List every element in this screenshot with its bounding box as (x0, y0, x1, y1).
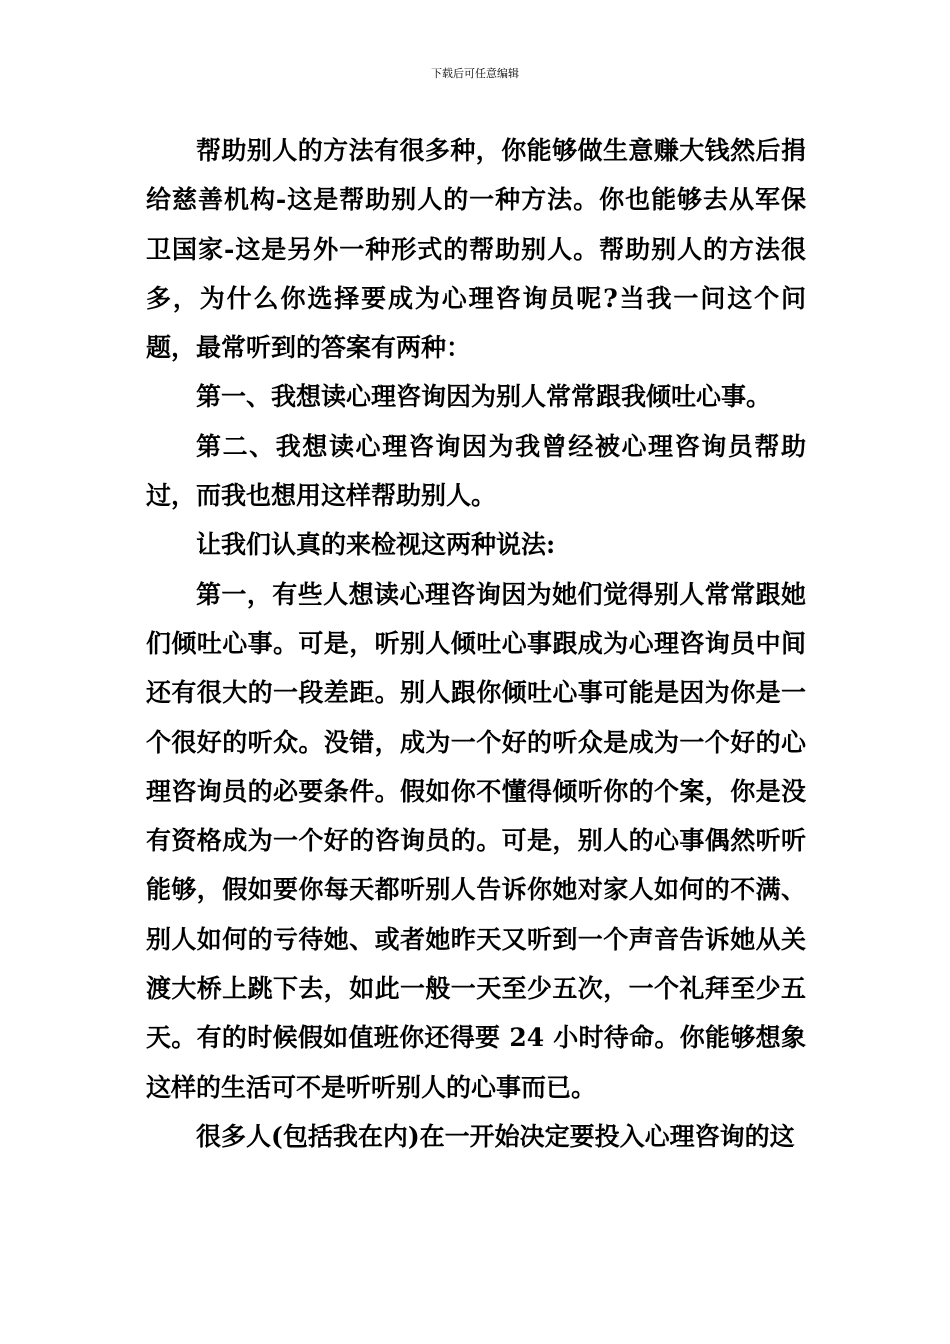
paragraph: 第一、我想读心理咨询因为别人常常跟我倾吐心事。 (196, 382, 772, 412)
paragraph: 第一，有些人想读心理咨询因为她们觉得别人常常跟她们倾吐心事。可是，听别人倾吐心事跟成为心理咨询员中间还有很大的一段差距。别人跟你倾吐心事可能是因为你是一个很好的听众。没错，成为一个好的听众是成为一个好的心理咨询员的必要条件。假如你不懂得倾听你的个案，你是没有资格成为一个好的咨询员的。可是，别人的心事偶然听听能够，假如要你每天都听别人告诉你她对家人如何的不满、别人如何的亏待她、或者她昨天又听到一个声音告诉她从关渡大桥上跳下去，如此一般一天至少五次，一个礼拜至少五天。有的时候假如值班你还得要 24 小时待命。你能够想象这样的生活可不是听听别人的心事而已。 (146, 579, 806, 1102)
paragraph: 帮助别人的方法有很多种，你能够做生意赚大钱然后捐给慈善机构-这是帮助别人的一种方法。你也能够去从军保卫国家-这是另外一种形式的帮助别人。帮助别人的方法很多，为什么你选择要成为心理咨询员呢?当我一问这个问题，最常听到的答案有两种： (146, 136, 806, 363)
page-header: 下载后可任意编辑 (431, 67, 519, 80)
paragraph: 很多人(包括我在内)在一开始决定要投入心理咨询的这 (196, 1121, 795, 1151)
document-body (146, 126, 806, 1161)
paragraph: 第二、我想读心理咨询因为我曾经被心理咨询员帮助过，而我也想用这样帮助别人。 (146, 431, 806, 511)
paragraph: 让我们认真的来检视这两种说法: (196, 530, 556, 560)
